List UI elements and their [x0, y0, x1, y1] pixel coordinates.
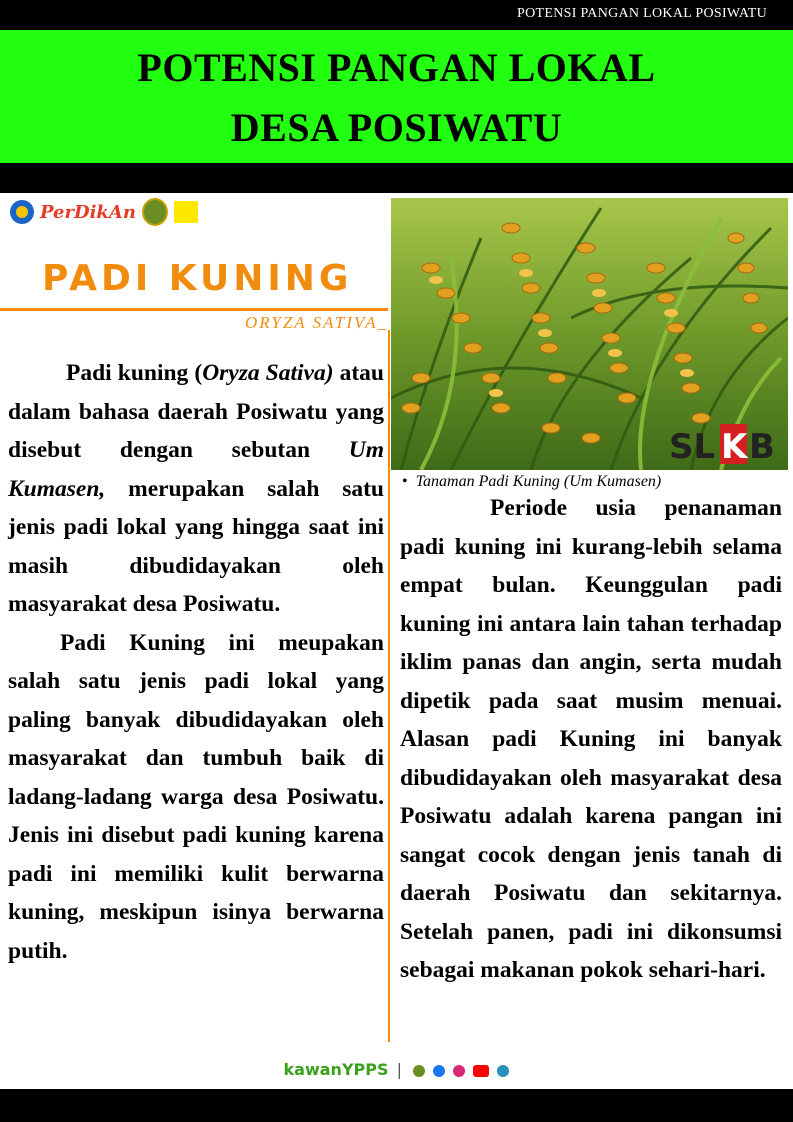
title-banner [0, 30, 793, 163]
caption-text: Tanaman Padi Kuning (Um Kumasen) [415, 473, 662, 490]
facebook-icon[interactable] [433, 1065, 445, 1077]
brand-separator: | [396, 1060, 402, 1079]
scientific-name: ORYZA SATIVA_ [245, 313, 388, 332]
title-line-2: DESA POSIWATU [230, 105, 563, 150]
column-divider [388, 330, 390, 1042]
partner-logo-icon [174, 201, 198, 223]
watermark-sl: SL [669, 427, 716, 467]
perdikan-logo: PerDikAn [40, 201, 136, 223]
divider-band [0, 163, 793, 193]
seal-icon [413, 1065, 425, 1077]
brand-name: kawanYPPS [283, 1060, 389, 1079]
paragraph-3: Periode usia penanaman padi kuning ini kurang-lebih selama empat bulan. Keunggulan padi kuning ini antara lain tahan terhadap iklim panas dan angin, serta mudah dipetik pada saat musim menuai. Alasan padi Kuning ini banyak dibudidayakan oleh masyarakat desa Posiwatu adalah karena pangan ini sangat cocok dengan jenis tanah di daerah Posiwatu dan sekitarnya. Setelah panen, padi ini dikonsumsi sebagai makanan pokok sehari-hari. [400, 495, 782, 983]
heading-underline [0, 308, 388, 311]
rice-plant-photo [391, 198, 788, 470]
watermark-k: K [721, 427, 748, 467]
regency-seal-icon [142, 198, 168, 226]
slkb-watermark [669, 424, 775, 467]
title-line-1: POTENSI PANGAN LOKAL [137, 45, 656, 90]
watermark-b: B [749, 427, 775, 467]
web-icon[interactable] [497, 1065, 509, 1077]
top-bar [0, 0, 793, 30]
paragraph-1: Padi kuning (Oryza Sativa) atau dalam bahasa daerah Posiwatu yang disebut dengan sebutan Um Kumasen, merupakan salah satu jenis padi lokal yang hingga saat ini masih dibudidayakan oleh masyarakat desa Posiwatu. [8, 360, 385, 617]
article-heading: PADI KUNING [42, 258, 353, 299]
bottom-bar [0, 1089, 793, 1122]
caption-bullet: • [402, 473, 408, 490]
youtube-icon[interactable] [473, 1065, 489, 1077]
paragraph-2: Padi Kuning ini meupakan salah satu jenis padi lokal yang paling banyak dibudidayakan oleh masyarakat dan tumbuh baik di ladang-ladang warga desa Posiwatu. Jenis ini disebut padi kuning karena padi ini memiliki kulit berwarna kuning, meskipun isinya berwarna putih. [8, 629, 384, 964]
top-label: POTENSI PANGAN LOKAL POSIWATU [517, 6, 767, 21]
instagram-icon[interactable] [453, 1065, 465, 1077]
tutwuri-logo-icon [10, 200, 34, 224]
right-column [400, 489, 782, 990]
logo-strip [10, 198, 198, 226]
footer-brand [0, 1060, 793, 1079]
left-column [8, 354, 384, 970]
